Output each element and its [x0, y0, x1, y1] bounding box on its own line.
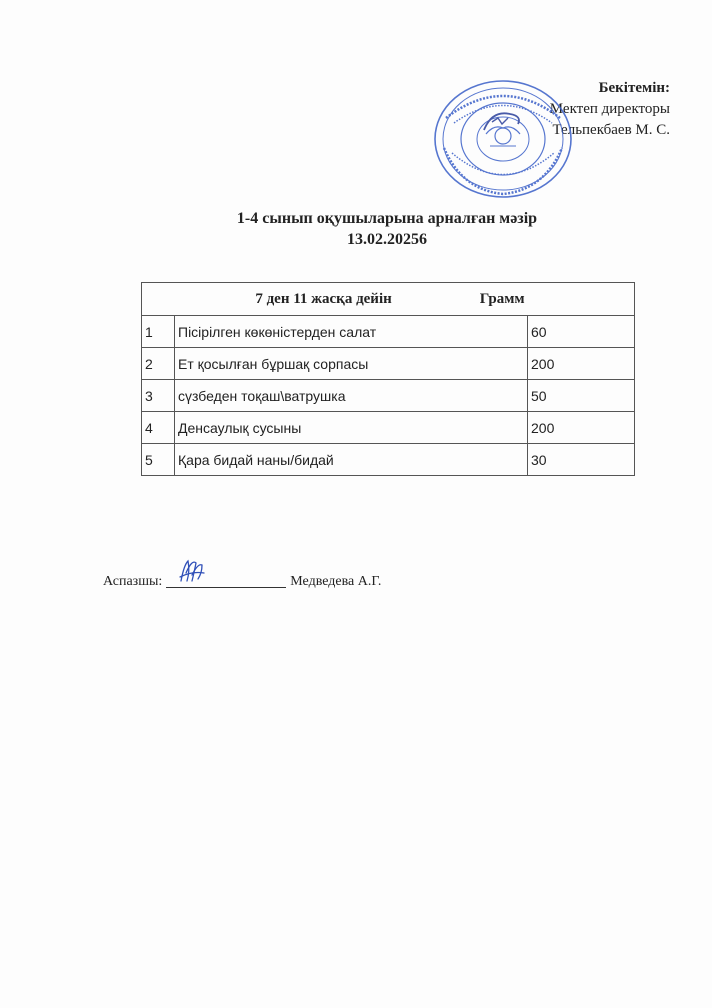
- handwritten-signature-icon: [178, 557, 206, 585]
- dish-name: Ет қосылған бұршақ сорпасы: [175, 348, 528, 380]
- dish-name: Қара бидай наны/бидай: [175, 444, 528, 476]
- table-header: [142, 283, 635, 316]
- dish-name: Пісірілген көкөністерден салат: [175, 316, 528, 348]
- header-age: 7 ден 11 жасқа дейін: [255, 290, 392, 307]
- document-title-block: [0, 208, 712, 250]
- dish-grams: 200: [528, 412, 635, 444]
- dish-grams: 60: [528, 316, 635, 348]
- row-number: 4: [142, 412, 175, 444]
- row-number: 1: [142, 316, 175, 348]
- dish-grams: 200: [528, 348, 635, 380]
- row-number: 5: [142, 444, 175, 476]
- document-title: 1-4 сынып оқушыларына арналған мәзір: [236, 210, 538, 227]
- table-row: [142, 380, 635, 412]
- school-seal-icon: [432, 78, 574, 200]
- cook-label: Аспазшы:: [103, 574, 163, 589]
- table-row: [142, 412, 635, 444]
- row-number: 3: [142, 380, 175, 412]
- menu-table: [141, 282, 635, 476]
- table-row: [142, 348, 635, 380]
- table-row: [142, 444, 635, 476]
- signature-line: [166, 573, 286, 588]
- header-unit: Грамм: [479, 290, 525, 307]
- approval-title: Бекітемін:: [598, 80, 670, 96]
- row-number: 2: [142, 348, 175, 380]
- dish-grams: 50: [528, 380, 635, 412]
- cook-signature-block: [103, 573, 381, 590]
- document-date: 13.02.20256: [347, 231, 427, 248]
- dish-grams: 30: [528, 444, 635, 476]
- dish-name: Денсаулық сусыны: [175, 412, 528, 444]
- cook-name: Медведева А.Г.: [290, 574, 382, 589]
- table-row: [142, 316, 635, 348]
- approval-name: Тельпекбаев М. С.: [552, 122, 670, 138]
- approval-position: Мектеп директоры: [549, 101, 670, 117]
- table-header-row: [142, 283, 635, 316]
- dish-name: сүзбеден тоқаш\ватрушка: [175, 380, 528, 412]
